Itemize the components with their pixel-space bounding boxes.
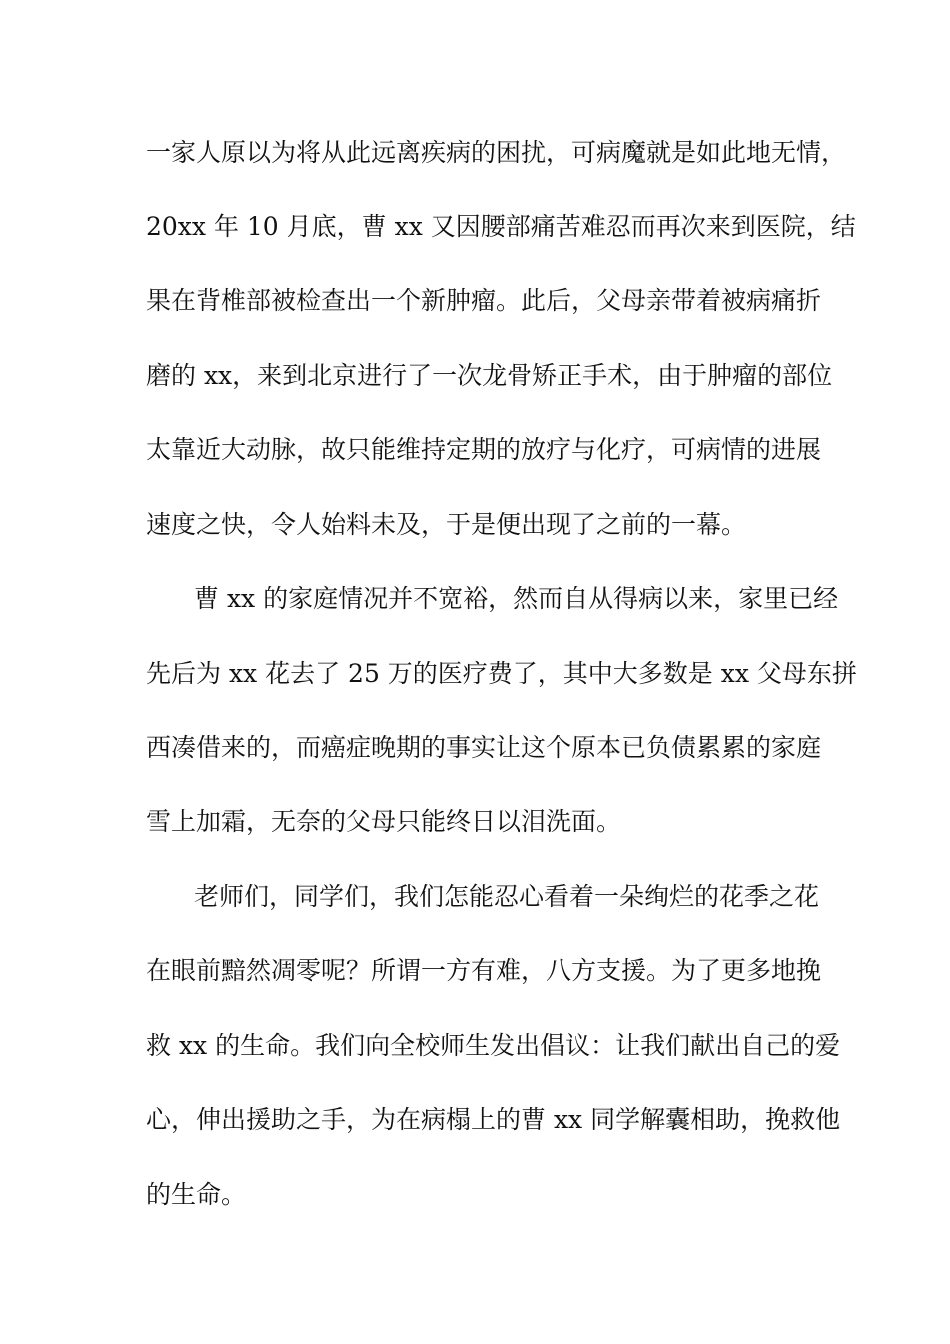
text-line-1: 一家人原以为将从此远离疾病的困扰，可病魔就是如此地无情，	[146, 138, 847, 167]
text-line-12: 在眼前黯然凋零呢？所谓一方有难，八方支援。为了更多地挽	[146, 956, 822, 985]
text-line-11: 老师们，同学们，我们怎能忍心看着一朵绚烂的花季之花	[194, 882, 820, 911]
text-line-7: 曹 xx 的家庭情况并不宽裕，然而自从得病以来，家里已经	[194, 584, 839, 613]
text-line-3: 果在背椎部被检查出一个新肿瘤。此后，父母亲带着被病痛折	[146, 286, 822, 315]
text-line-8: 先后为 xx 花去了 25 万的医疗费了，其中大多数是 xx 父母东拼	[146, 659, 857, 688]
text-line-5: 太靠近大动脉，故只能维持定期的放疗与化疗，可病情的进展	[146, 435, 822, 464]
text-line-6: 速度之快，令人始料未及，于是便出现了之前的一幕。	[146, 510, 747, 539]
text-line-13: 救 xx 的生命。我们向全校师生发出倡议：让我们献出自己的爱	[146, 1031, 841, 1060]
text-line-2: 20xx 年 10 月底，曹 xx 又因腰部痛苦难忍而再次来到医院，结	[146, 212, 856, 241]
text-line-15: 的生命。	[146, 1180, 247, 1209]
text-line-10: 雪上加霜，无奈的父母只能终日以泪洗面。	[146, 807, 622, 836]
text-line-4: 磨的 xx，来到北京进行了一次龙骨矫正手术，由于肿瘤的部位	[146, 361, 833, 390]
text-line-14: 心，伸出援助之手，为在病榻上的曹 xx 同学解囊相助，挽救他	[146, 1105, 841, 1134]
text-line-9: 西凑借来的，而癌症晚期的事实让这个原本已负债累累的家庭	[146, 733, 822, 762]
